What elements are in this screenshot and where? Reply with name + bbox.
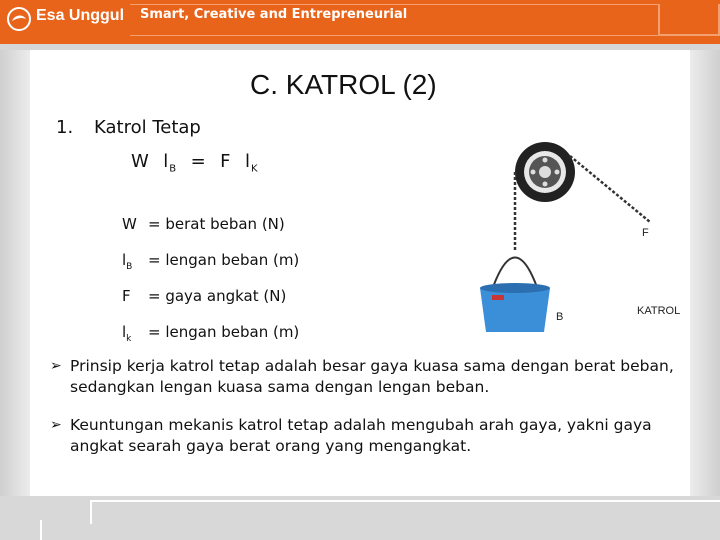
legend-definition: = lengan beban (m) <box>148 323 300 341</box>
legend-subscript: k <box>126 334 132 344</box>
footer-tick <box>0 520 42 540</box>
tagline: Smart, Creative and Entrepreneurial <box>140 7 408 22</box>
frame-left <box>0 50 30 510</box>
bullet-item <box>50 356 680 398</box>
bullet-text: Keuntungan mekanis katrol tetap adalah mengubah arah gaya, yakni gaya angkat searah gaya berat orang yang mengangkat. <box>70 416 652 455</box>
formula-w: W <box>131 151 150 172</box>
bullet-text: Prinsip kerja katrol tetap adalah besar gaya kuasa sama dengan berat beban, sedangkan lengan kuasa sama dengan lengan beban. <box>70 357 674 396</box>
legend-row <box>122 282 299 318</box>
legend-symbol: W <box>122 215 137 233</box>
section-title: Katrol Tetap <box>94 117 201 138</box>
header-corner-box <box>658 4 720 36</box>
legend-row <box>122 318 299 354</box>
bucket-icon <box>480 258 550 333</box>
logo-emblem-icon <box>6 6 32 32</box>
footer-line <box>90 500 720 524</box>
legend-row <box>122 210 299 246</box>
section-heading <box>56 116 201 140</box>
rope-pull <box>570 156 650 222</box>
formula <box>131 150 259 182</box>
legend-definition: = gaya angkat (N) <box>148 287 287 305</box>
bullet-item <box>50 415 680 457</box>
variable-legend <box>122 210 299 354</box>
pulley-wheel-icon <box>515 142 575 202</box>
legend-definition: = lengan beban (m) <box>148 251 300 269</box>
label-f: F <box>642 227 649 239</box>
header-shadow <box>0 44 720 50</box>
pulley-diagram <box>470 140 700 340</box>
label-b: B <box>556 311 564 323</box>
legend-symbol: l <box>122 323 127 341</box>
legend-symbol: F <box>122 287 131 305</box>
section-number: 1. <box>56 117 74 138</box>
formula-eq: = <box>190 151 207 172</box>
legend-symbol: l <box>122 251 127 269</box>
label-katrol: KATROL <box>637 305 681 317</box>
formula-sub2: K <box>250 163 259 175</box>
formula-l2: l <box>244 151 251 172</box>
slide-title: C. KATROL (2) <box>250 69 437 100</box>
formula-f: F <box>220 151 232 172</box>
arrow-bullet-icon: ➢ <box>50 417 62 433</box>
arrow-bullet-icon: ➢ <box>50 358 62 374</box>
logo-text: Esa Unggul <box>36 7 125 24</box>
legend-subscript: B <box>126 262 133 272</box>
formula-l1: l <box>163 151 170 172</box>
legend-definition: = berat beban (N) <box>148 215 285 233</box>
legend-row <box>122 246 299 282</box>
formula-sub1: B <box>169 163 178 175</box>
logo <box>0 0 130 40</box>
